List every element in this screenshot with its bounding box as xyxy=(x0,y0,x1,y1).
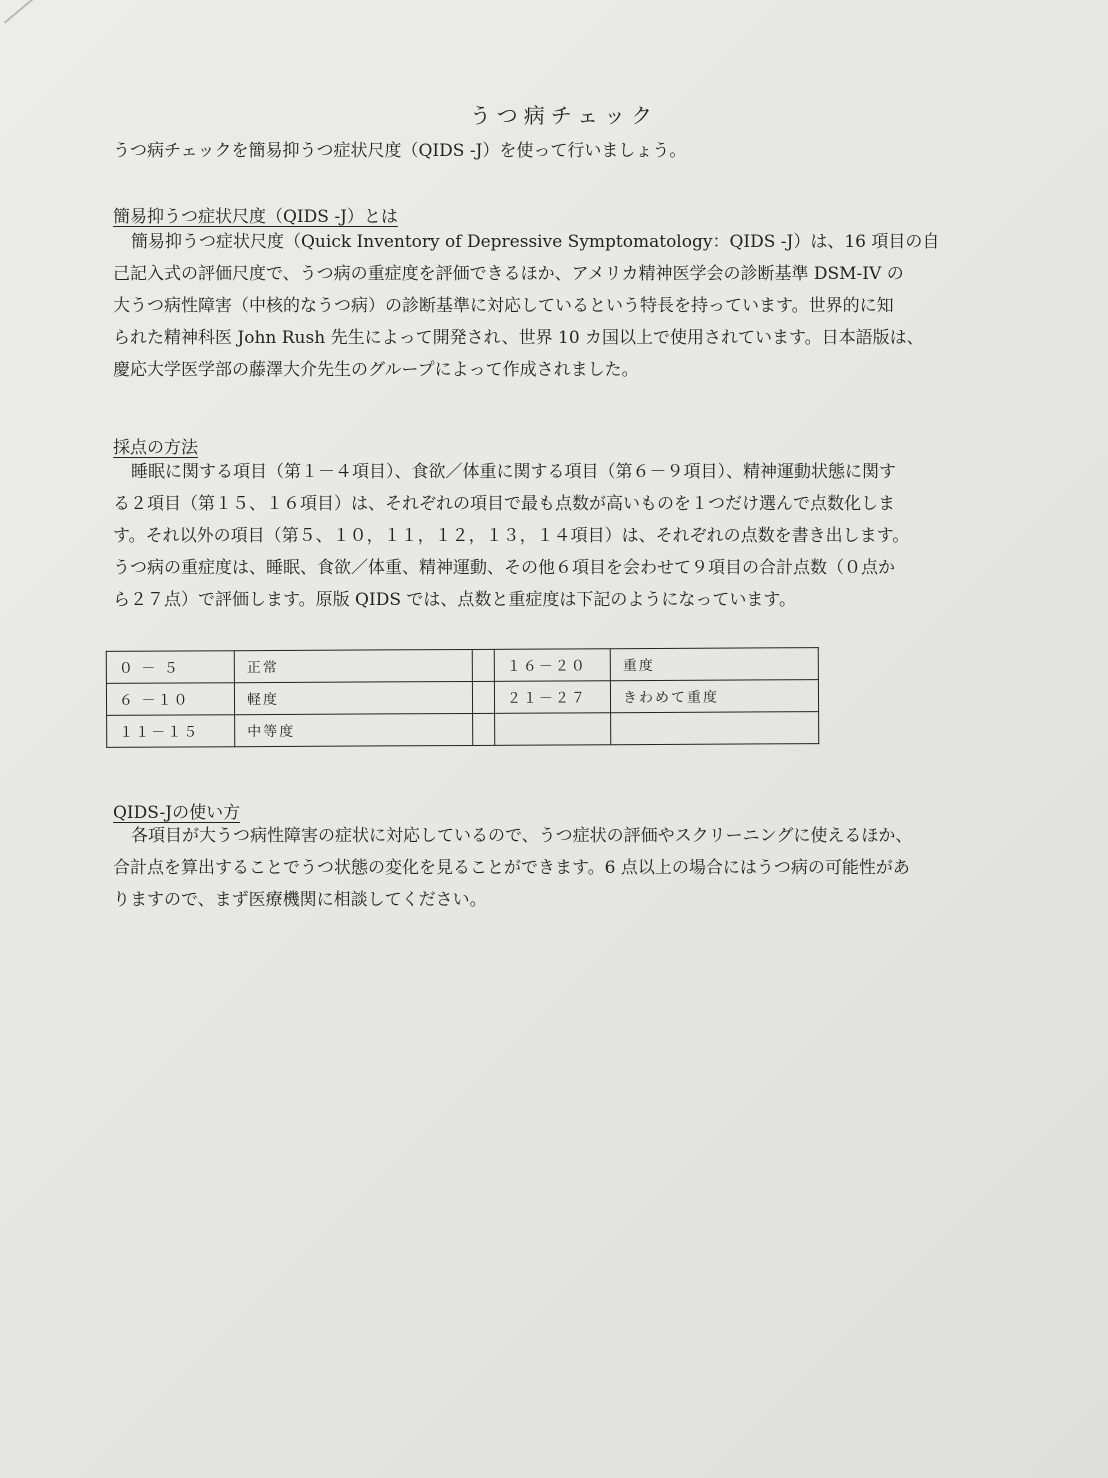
section-paragraph-scoring-method xyxy=(113,456,1023,616)
spacer-cell xyxy=(473,713,495,745)
severity-cell: 正常 xyxy=(234,649,472,682)
table-row xyxy=(107,712,819,748)
severity-cell: 中等度 xyxy=(235,713,473,746)
paragraph-line: 各項目が大うつ病性障害の症状に対応しているので、うつ症状の評価やスクリーニングに使えるほか、 xyxy=(131,826,913,846)
section-heading-qids-definition: 簡易抑うつ症状尺度（QIDS -J）とは xyxy=(113,207,398,227)
severity-cell: 軽度 xyxy=(234,681,472,714)
document-title: うつ病チェック xyxy=(469,104,659,128)
score-severity-table xyxy=(106,647,819,748)
paragraph-line: 簡易抑うつ症状尺度（Quick Inventory of Depressive Symptomatology：QIDS -J）は、16 項目の自 xyxy=(131,232,940,252)
table-row xyxy=(106,680,818,716)
severity-cell: きわめて重度 xyxy=(610,680,818,713)
score-range-cell xyxy=(495,713,611,746)
paragraph-line: 大うつ病性障害（中核的なうつ病）の診断基準に対応しているという特長を持っています。世界的に知 xyxy=(113,296,894,316)
spacer-cell xyxy=(472,681,494,713)
section-heading-how-to-use: QIDS-Jの使い方 xyxy=(113,803,241,823)
table-row xyxy=(106,648,818,684)
score-range-cell: ０ － ５ xyxy=(106,651,234,684)
paragraph-line: ら２７点）で評価します。原版 QIDS では、点数と重症度は下記のようになっています。 xyxy=(113,590,797,610)
score-range-cell: １６－２０ xyxy=(494,649,610,682)
staple-mark xyxy=(4,0,55,47)
section-heading-scoring-method: 採点の方法 xyxy=(113,438,198,458)
paragraph-line: る２項目（第１５、１６項目）は、それぞれの項目で最も点数が高いものを１つだけ選んで点数化しま xyxy=(113,494,895,514)
paragraph-line: 合計点を算出することでうつ状態の変化を見ることができます。6 点以上の場合にはうつ病の可能性があ xyxy=(113,858,910,878)
paragraph-line: りますので、まず医療機関に相談してください。 xyxy=(113,890,487,910)
score-range-cell: ６ －１０ xyxy=(106,683,234,716)
score-range-cell: １１－１５ xyxy=(107,715,235,748)
paragraph-line: す。それ以外の項目（第５、１０，１１，１２，１３，１４項目）は、それぞれの点数を書き出します。 xyxy=(113,526,910,546)
intro-text: うつ病チェックを簡易抑うつ症状尺度（QIDS -J）を使って行いましょう。 xyxy=(113,141,687,161)
paragraph-line: られた精神科医 John Rush 先生によって開発され、世界 10 カ国以上で使用されています。日本語版は、 xyxy=(113,328,924,348)
section-paragraph-how-to-use xyxy=(113,820,1023,916)
paragraph-line: 己記入式の評価尺度で、うつ病の重症度を評価できるほか、アメリカ精神医学会の診断基準 DSM-IV の xyxy=(113,264,904,284)
spacer-cell xyxy=(472,649,494,681)
paragraph-line: 慶応大学医学部の藤澤大介先生のグループによって作成されました。 xyxy=(113,360,639,380)
severity-cell xyxy=(611,712,819,745)
score-range-cell: ２１－２７ xyxy=(494,681,610,714)
severity-cell: 重度 xyxy=(610,648,818,681)
paragraph-line: うつ病の重症度は、睡眠、食欲／体重、精神運動、その他６項目を会わせて９項目の合計点数（０点か xyxy=(113,558,895,578)
paragraph-line: 睡眠に関する項目（第１－４項目）、食欲／体重に関する項目（第６－９項目）、精神運動状態に関す xyxy=(131,462,896,482)
section-paragraph-qids-definition xyxy=(113,226,1023,386)
